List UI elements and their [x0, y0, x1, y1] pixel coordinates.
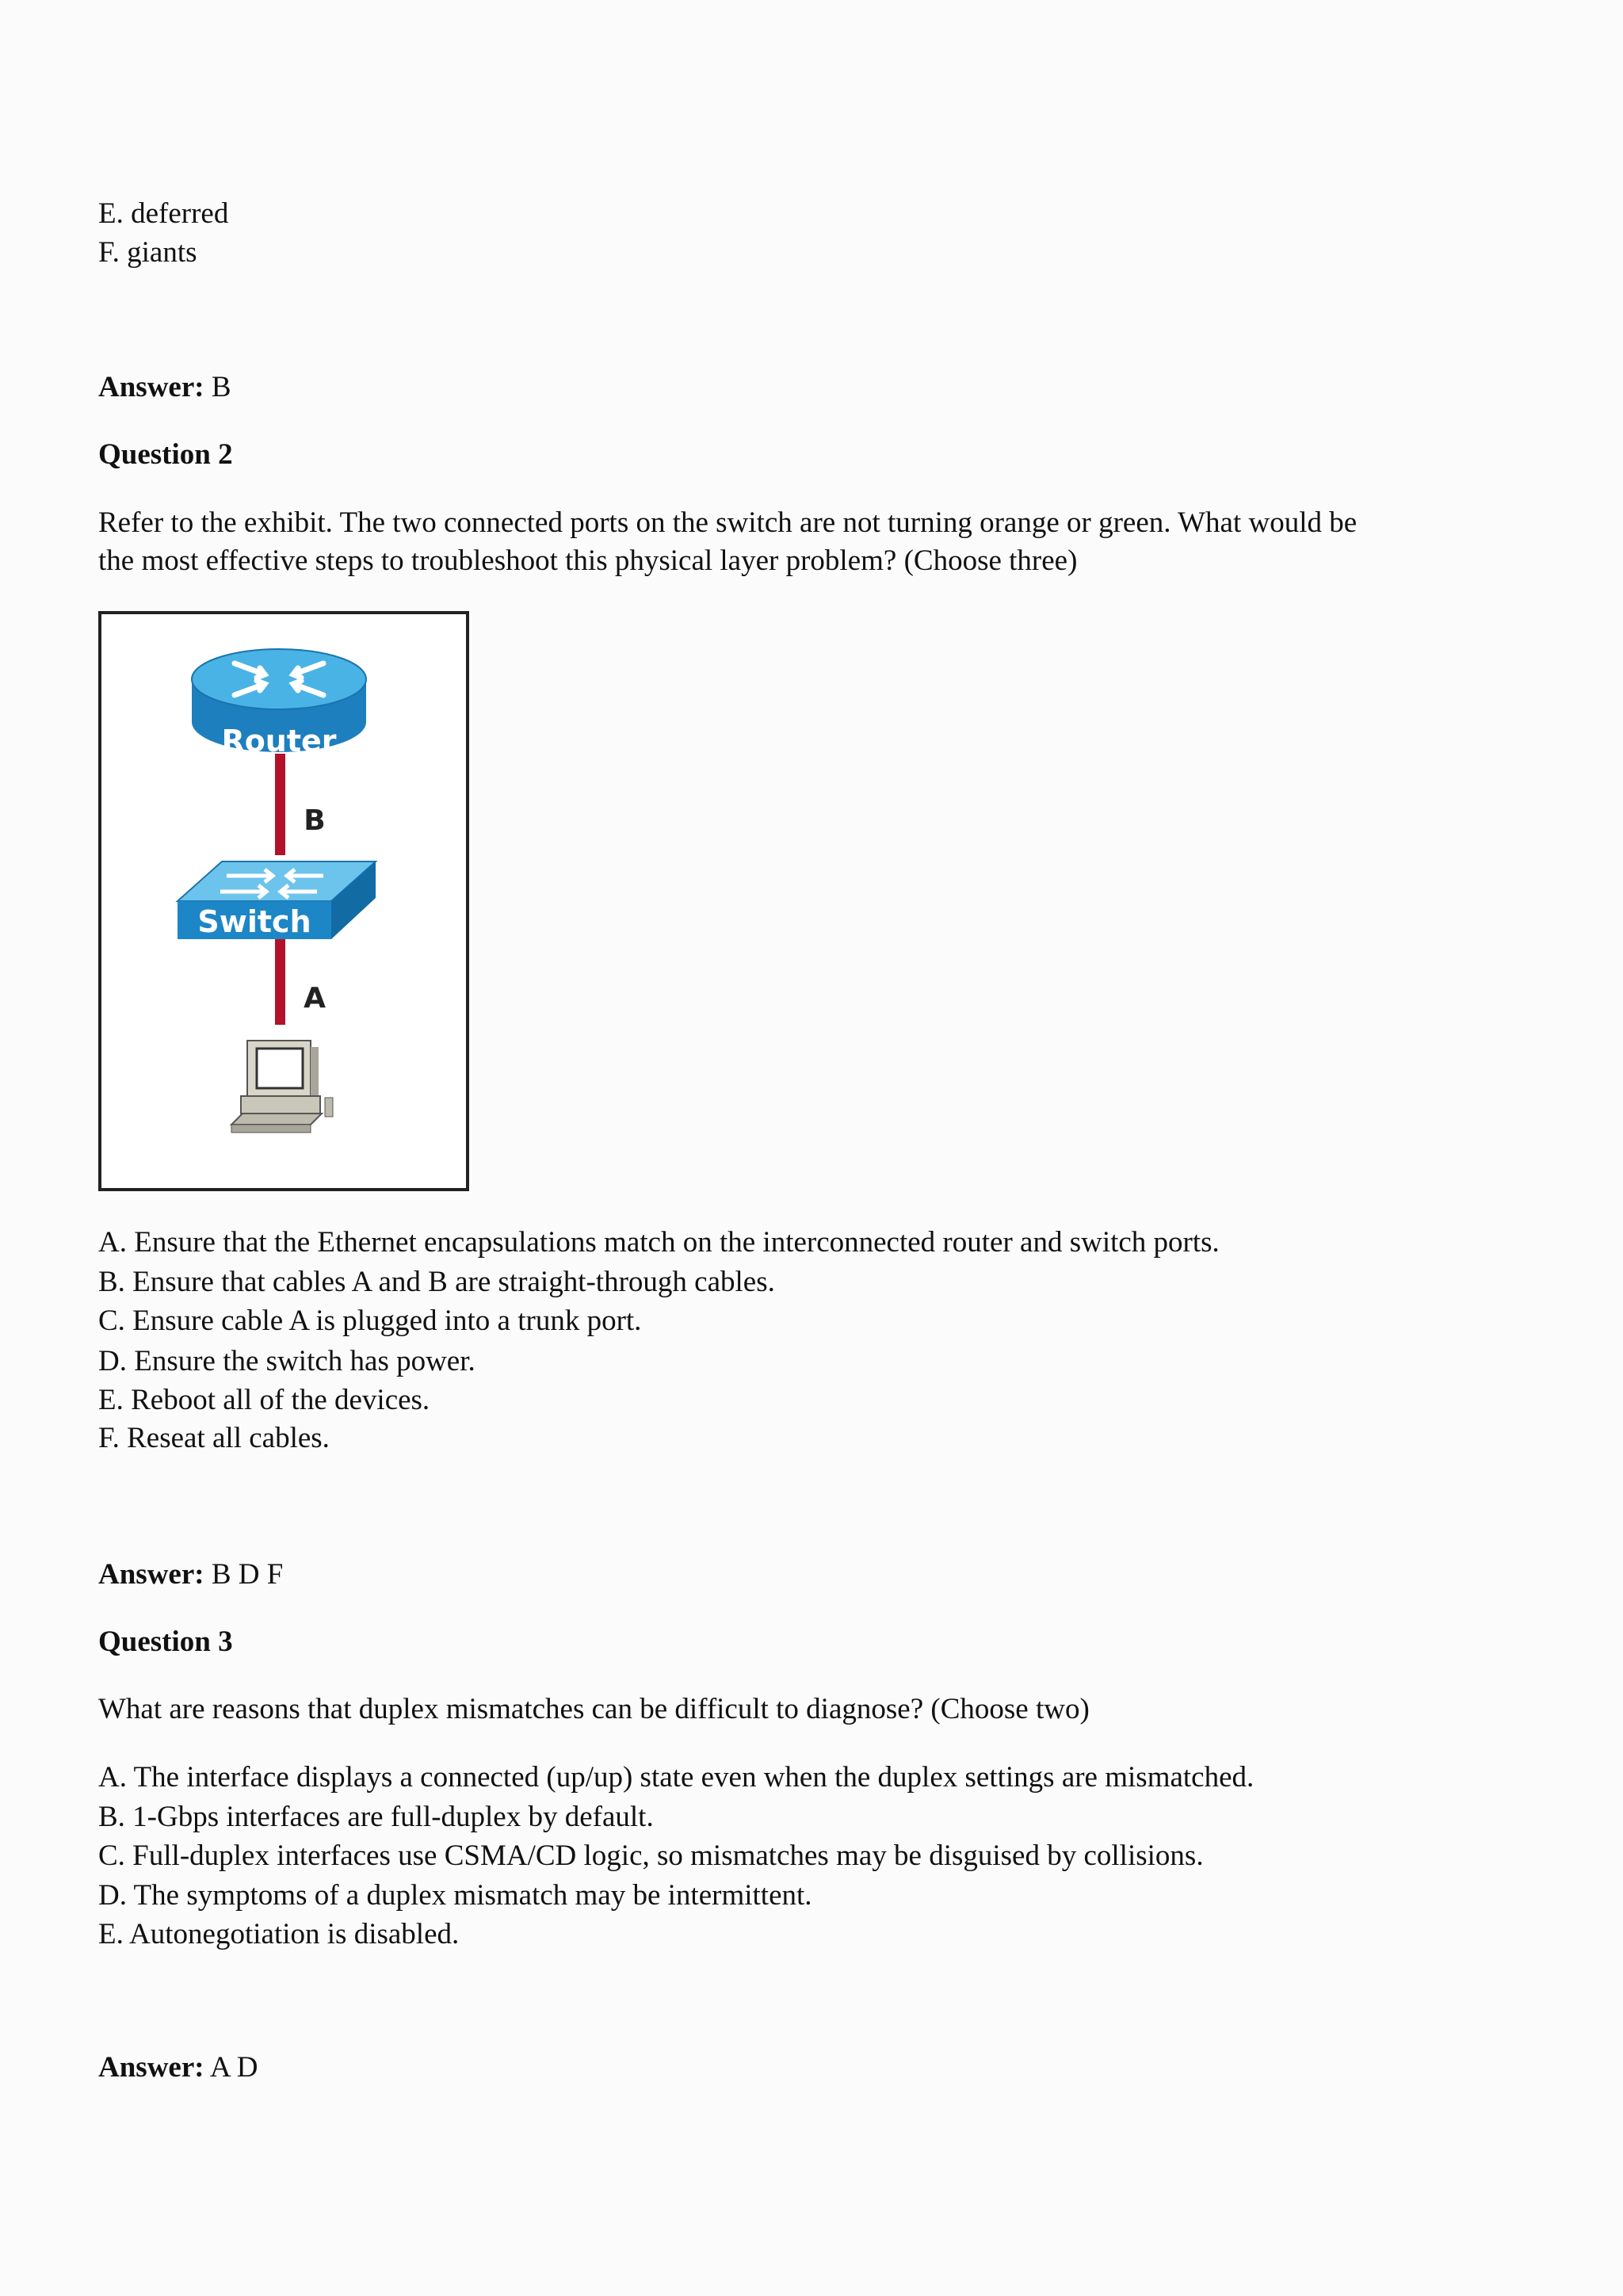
answer-value: A D: [209, 2051, 258, 2084]
q2-option-e: E. Reboot all of the devices.: [98, 1384, 430, 1416]
q2-answer: [98, 1556, 283, 1594]
q2-text-line-1: Refer to the exhibit. The two connected ports on the switch are not turning orange or green. What would be: [98, 506, 1358, 539]
exhibit-diagram: [101, 614, 466, 1188]
cable-a-label: A: [304, 982, 326, 1014]
q1-option-e: E. deferred: [98, 197, 229, 230]
router-label: Router: [221, 724, 337, 758]
answer-label: Answer:: [98, 2051, 204, 2084]
q2-option-f: F. Reseat all cables.: [98, 1422, 330, 1454]
cable-b: [275, 754, 285, 855]
switch-label: Switch: [197, 904, 311, 939]
answer-value: B: [211, 371, 231, 403]
network-exhibit: [98, 611, 469, 1191]
q2-heading: Question 2: [98, 438, 233, 471]
q2-option-b: B. Ensure that cables A and B are straight-through cables.: [98, 1266, 775, 1298]
q1-option-f: F. giants: [98, 236, 197, 269]
q3-option-a: A. The interface displays a connected (up/up) state even when the duplex settings are mismatched.: [98, 1761, 1254, 1794]
q3-heading: Question 3: [98, 1626, 233, 1658]
q3-answer: [98, 2049, 258, 2087]
answer-value: B D F: [211, 1558, 284, 1591]
q2-option-c: C. Ensure cable A is plugged into a trunk port.: [98, 1305, 642, 1337]
answer-label: Answer:: [98, 1558, 204, 1591]
q3-option-b: B. 1-Gbps interfaces are full-duplex by default.: [98, 1801, 654, 1833]
pc-icon: [231, 1041, 333, 1133]
q1-answer: [98, 369, 231, 407]
q2-option-d: D. Ensure the switch has power.: [98, 1345, 475, 1377]
answer-label: Answer:: [98, 371, 204, 403]
q2-option-a: A. Ensure that the Ethernet encapsulations match on the interconnected router and switch ports.: [98, 1226, 1220, 1259]
cable-b-label: B: [304, 804, 326, 837]
q3-option-e: E. Autonegotiation is disabled.: [98, 1918, 460, 1950]
cable-a: [275, 930, 285, 1025]
q3-text: What are reasons that duplex mismatches can be difficult to diagnose? (Choose two): [98, 1693, 1090, 1725]
q3-option-d: D. The symptoms of a duplex mismatch may be intermittent.: [98, 1879, 812, 1912]
q2-text-line-2: the most effective steps to troubleshoot this physical layer problem? (Choose three): [98, 544, 1078, 577]
q3-option-c: C. Full-duplex interfaces use CSMA/CD logic, so mismatches may be disguised by collisions.: [98, 1839, 1204, 1872]
